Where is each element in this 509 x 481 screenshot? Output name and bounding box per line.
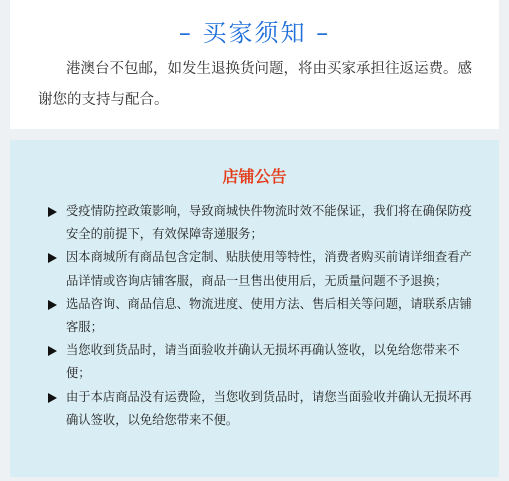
store-announcement-panel [10, 140, 499, 477]
list-item-text: 受疫情防控政策影响，导致商城快件物流时效不能保证，我们将在确保防疫安全的前提下，有效保障寄递服务； [66, 204, 472, 242]
triangle-right-icon [48, 300, 57, 310]
list-item-text: 当您收到货品时，请当面验收并确认无损坏再确认签收，以免给您带来不便； [66, 343, 460, 381]
store-announcement-title: 店铺公告 [222, 167, 287, 186]
triangle-right-icon [48, 253, 57, 263]
list-item-text: 由于本店商品没有运费险，当您收到货品时，请您当面验收并确认无损坏再确认签收，以免给您带来不便。 [66, 389, 472, 427]
buyer-notice-title [10, 14, 499, 52]
triangle-right-icon [48, 207, 57, 217]
list-item [46, 293, 479, 339]
title-left-dash: – [178, 19, 193, 47]
list-item-text: 因本商城所有商品包含定制、贴肤使用等特性，消费者购买前请详细查看产品详情或咨询店铺客服，商品一旦售出使用后，无质量问题不予退换； [66, 250, 472, 288]
list-item [46, 339, 479, 385]
list-item [46, 246, 479, 292]
store-announcement-list [46, 200, 479, 432]
triangle-right-icon [48, 346, 57, 356]
list-item [46, 200, 479, 246]
list-item-text: 选品咨询、商品信息、物流进度、使用方法、售后相关等问题，请联系店铺客服； [66, 296, 472, 335]
title-text: 买家须知 [202, 19, 307, 47]
list-item [46, 386, 479, 432]
buyer-notice-card [10, 0, 499, 129]
triangle-right-icon [48, 393, 57, 403]
title-right-dash: – [316, 19, 331, 47]
shipping-notice-text: 港澳台不包邮，如发生退换货问题，将由买家承担往返运费。感谢您的支持与配合。 [38, 61, 472, 108]
